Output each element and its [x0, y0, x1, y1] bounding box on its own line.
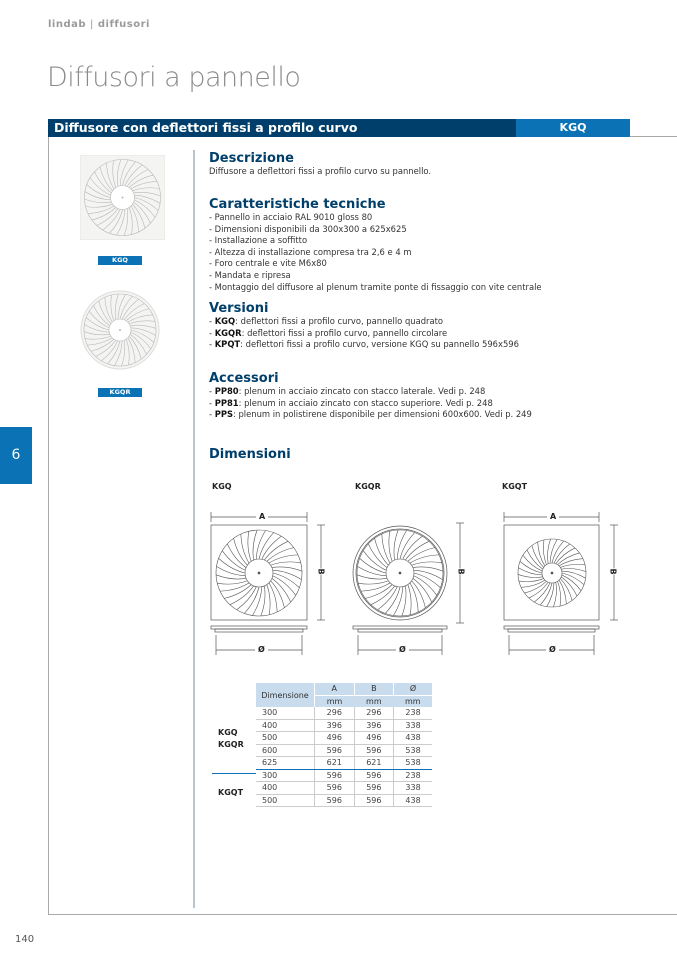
- blade: [529, 582, 548, 598]
- blade: [556, 548, 575, 564]
- blade: [259, 533, 274, 559]
- accessories-section: [209, 371, 649, 421]
- blade: [219, 558, 245, 573]
- table-row: [256, 744, 432, 757]
- blade: [262, 536, 282, 559]
- dim-b: B: [316, 568, 326, 575]
- table-cell: 625: [256, 757, 315, 770]
- blade: [543, 540, 546, 565]
- table-cell: 400: [256, 719, 315, 732]
- description-text: Diffusore a deflettori fissi a profilo curvo su pannello.: [209, 166, 432, 176]
- accessory-item: - PPS: plenum in polistirene disponibile per dimensioni 600x600. Vedi p. 249: [209, 409, 532, 420]
- product-photo-kgq: [80, 155, 165, 240]
- version-item: - KGQ: deflettori fissi a profilo curvo, pannello quadrato: [209, 316, 444, 326]
- col-header: A: [315, 683, 355, 695]
- blade: [412, 581, 426, 608]
- blade: [360, 558, 386, 573]
- section-heading: Descrizione: [209, 151, 294, 166]
- table-cell: 296: [315, 707, 355, 719]
- blade: [527, 550, 543, 569]
- photo-tag: KGQ: [98, 256, 142, 265]
- table-cell: 300: [256, 769, 315, 782]
- table-cell: 500: [256, 794, 315, 807]
- blade: [217, 581, 247, 584]
- blade: [562, 573, 584, 585]
- drawing-label: KGQR: [355, 482, 381, 491]
- divider: [630, 136, 677, 137]
- table-cell: 596: [315, 794, 355, 807]
- blade: [224, 585, 251, 599]
- blade: [519, 579, 544, 582]
- specs-section: [209, 197, 649, 293]
- table-row: [256, 769, 432, 782]
- product-code: KGQ: [516, 119, 630, 137]
- page-number: 140: [15, 934, 35, 945]
- blade: [375, 538, 389, 565]
- dim-diameter: Ø: [255, 645, 268, 654]
- dim-diameter: Ø: [546, 645, 559, 654]
- running-header: lindab | diffusori: [48, 19, 150, 30]
- table-cell: 438: [394, 794, 432, 807]
- dim-a: A: [547, 512, 559, 521]
- blade: [532, 546, 544, 568]
- version-item: - KGQR: deflettori fissi a profilo curvo, pannello circolare: [209, 327, 448, 338]
- section-heading: Versioni: [209, 301, 269, 316]
- group-label: KGQ KGQR: [218, 728, 244, 749]
- accessory-item: - PP80: plenum in acciaio zincato con stacco laterale. Vedi p. 248: [209, 386, 486, 396]
- blade: [552, 541, 564, 563]
- blade: [358, 581, 388, 584]
- group-label: KGQT: [218, 788, 244, 797]
- blade: [520, 561, 542, 573]
- blade: [378, 587, 398, 610]
- blade: [408, 548, 435, 562]
- spec-item: - Foro centrale e vite M6x80: [209, 258, 327, 269]
- table-cell: 596: [354, 782, 394, 795]
- blade: [234, 538, 248, 565]
- blade: [273, 573, 299, 588]
- table-cell: 300: [256, 707, 315, 719]
- blade: [244, 587, 259, 613]
- table-row: [256, 782, 432, 795]
- blade: [558, 581, 561, 606]
- unit: mm: [366, 696, 382, 706]
- table-cell: 396: [354, 719, 394, 732]
- blade: [385, 587, 400, 613]
- blade: [222, 551, 245, 571]
- blade: [408, 585, 411, 615]
- blade: [525, 581, 547, 593]
- blade: [523, 555, 542, 571]
- page-title: Diffusori a pannello: [47, 62, 301, 93]
- table-row: [256, 732, 432, 745]
- blade: [271, 581, 285, 608]
- table-cell: 621: [315, 757, 355, 770]
- blade: [554, 544, 570, 563]
- section-name: diffusori: [97, 19, 150, 30]
- table-row: [256, 707, 432, 719]
- table-cell: 596: [315, 782, 355, 795]
- dim-a: A: [256, 512, 268, 521]
- drawing-kgq: [205, 505, 330, 660]
- accessory-item: - PP81: plenum in acciaio zincato con stacco superiore. Vedi p. 248: [209, 397, 493, 408]
- table-cell: 238: [394, 707, 432, 719]
- dim-diameter: Ø: [396, 645, 409, 654]
- chapter-tab: 6: [0, 427, 32, 484]
- table-row: [256, 719, 432, 732]
- table-cell: 496: [315, 732, 355, 745]
- section-heading: Dimensioni: [209, 447, 291, 462]
- spec-item: - Montaggio del diffusore al plenum tramite ponte di fissaggio con vite centrale: [209, 281, 542, 292]
- spec-item: - Altezza di installazione compresa tra 2,6 e 4 m: [209, 246, 412, 257]
- table-cell: 496: [354, 732, 394, 745]
- spec-item: - Installazione a soffitto: [209, 235, 308, 246]
- photo-tag: KGQR: [98, 388, 142, 397]
- product-photo-kgqr: [80, 290, 160, 370]
- brand: lindab: [48, 19, 87, 30]
- dimensions-table: [256, 683, 432, 807]
- drawing-label: KGQ: [212, 482, 232, 491]
- table-cell: 396: [315, 719, 355, 732]
- blade: [273, 576, 296, 596]
- blade: [540, 583, 552, 605]
- divider: [212, 773, 256, 774]
- blade: [558, 553, 580, 565]
- table-cell: 596: [354, 769, 394, 782]
- product-title-bar: Diffusore con deflettori fissi a profilo curvo: [48, 119, 516, 137]
- dim-b: B: [608, 568, 618, 575]
- col-header: Ø: [394, 683, 432, 695]
- col-header: B: [354, 683, 394, 695]
- spec-item: - Dimensioni disponibili da 300x300 a 625x625: [209, 223, 407, 234]
- blade: [534, 583, 550, 602]
- table-cell: 596: [315, 769, 355, 782]
- table-cell: 596: [315, 744, 355, 757]
- table-row: [256, 757, 432, 770]
- col-header: Dimensione: [256, 683, 315, 707]
- spec-item: - Mandata e ripresa: [209, 269, 291, 280]
- table-cell: 596: [354, 794, 394, 807]
- blade: [237, 587, 257, 610]
- divider: [48, 137, 49, 915]
- table-cell: 596: [354, 744, 394, 757]
- blade: [412, 562, 442, 565]
- table-cell: 296: [354, 707, 394, 719]
- drawing-kgqr: [348, 505, 473, 660]
- blade: [414, 576, 437, 596]
- versions-section: [209, 301, 649, 351]
- unit: mm: [405, 696, 421, 706]
- section-heading: Accessori: [209, 371, 279, 386]
- table-cell: 538: [394, 757, 432, 770]
- blade: [403, 536, 423, 559]
- blade: [389, 531, 392, 561]
- blade: [271, 562, 301, 565]
- table-cell: 500: [256, 732, 315, 745]
- blade: [267, 585, 270, 615]
- table-cell: 400: [256, 782, 315, 795]
- column-divider: [193, 150, 195, 908]
- table-cell: 621: [354, 757, 394, 770]
- blade: [363, 551, 386, 571]
- divider: [48, 914, 677, 915]
- blade: [400, 533, 415, 559]
- blade: [561, 577, 577, 596]
- blade: [414, 573, 440, 588]
- blade: [560, 579, 572, 601]
- section-heading: Caratteristiche tecniche: [209, 197, 386, 212]
- description-section: [209, 151, 649, 178]
- table-row: [256, 794, 432, 807]
- unit: mm: [326, 696, 343, 706]
- blade: [248, 531, 251, 561]
- version-item: - KPQT: deflettori fissi a profilo curvo, versione KGQ su pannello 596x596: [209, 339, 519, 350]
- table-cell: 438: [394, 732, 432, 745]
- table-cell: 338: [394, 719, 432, 732]
- blade: [365, 585, 392, 599]
- drawing-label: KGQT: [502, 482, 528, 491]
- table-cell: 538: [394, 744, 432, 757]
- drawing-kgqt: [500, 505, 625, 660]
- blade: [267, 548, 294, 562]
- table-cell: 238: [394, 769, 432, 782]
- table-cell: 600: [256, 744, 315, 757]
- blade: [560, 564, 585, 567]
- spec-item: - Pannello in acciaio RAL 9010 gloss 80: [209, 212, 373, 222]
- table-cell: 338: [394, 782, 432, 795]
- blade: [562, 575, 581, 591]
- dim-b: B: [456, 568, 466, 575]
